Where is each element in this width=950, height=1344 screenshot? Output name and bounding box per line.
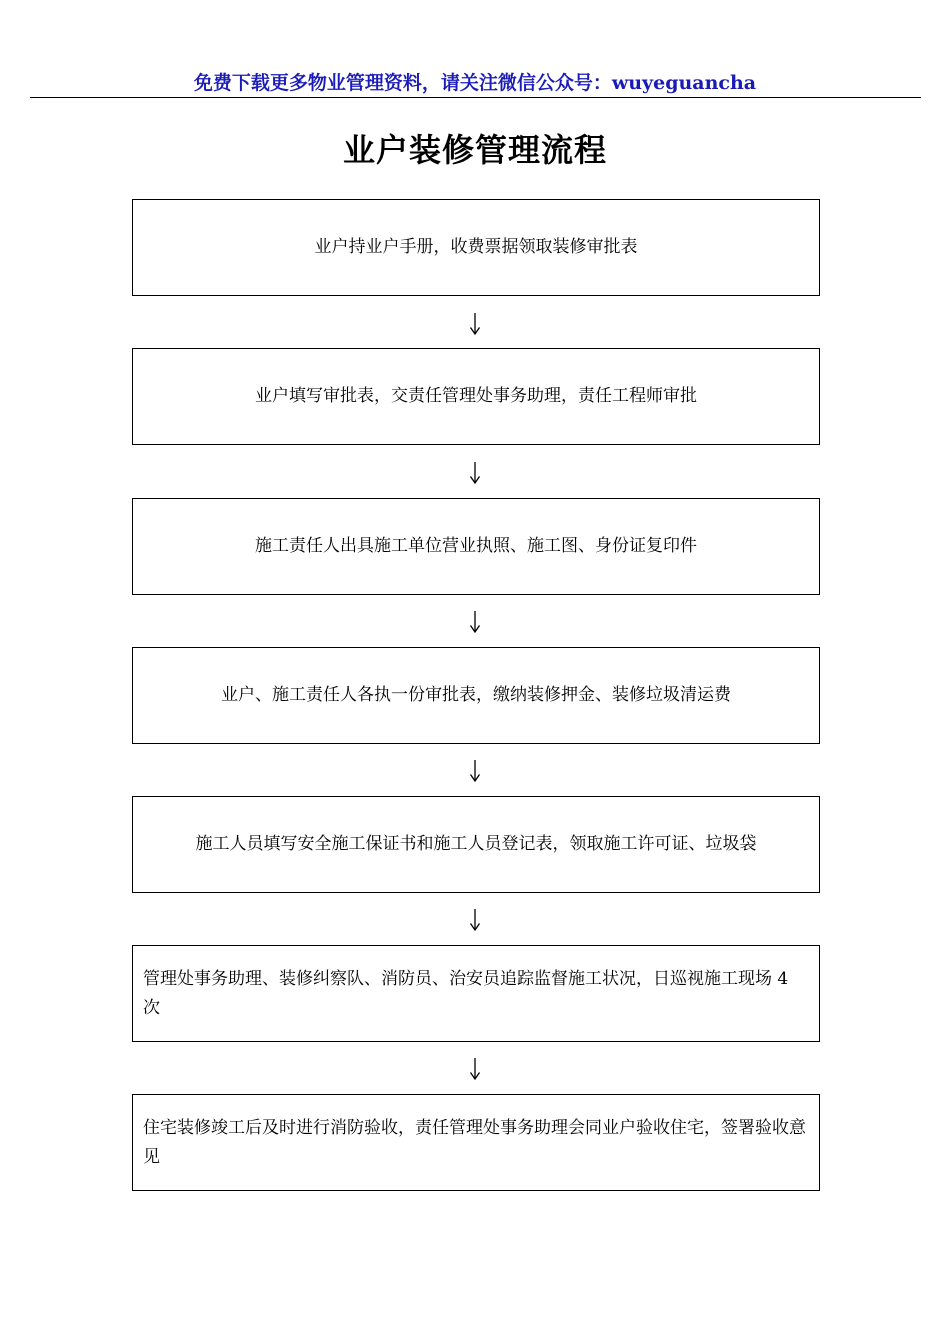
down-arrow-icon (466, 908, 484, 932)
header-notice: 免费下载更多物业管理资料，请关注微信公众号：wuyeguancha (193, 72, 757, 94)
flow-step-2 (132, 348, 820, 445)
flow-step-3 (132, 498, 820, 595)
flow-step-4 (132, 647, 820, 744)
flow-step-5 (132, 796, 820, 893)
header-divider (30, 97, 921, 98)
flow-step-4-text: 业户、施工责任人各执一份审批表，缴纳装修押金、装修垃圾清运费 (221, 685, 731, 705)
flow-step-1-text: 业户持业户手册，收费票据领取装修审批表 (314, 237, 638, 257)
flow-step-1 (132, 199, 820, 296)
flow-step-7 (132, 1094, 820, 1191)
flow-step-6-text: 管理处事务助理、装修纠察队、消防员、治安员追踪监督施工状况，日巡视施工现场 4 次 (143, 968, 789, 1018)
flow-step-7-text: 住宅装修竣工后及时进行消防验收，责任管理处事务助理会同业户验收住宅，签署验收意见 (143, 1117, 806, 1167)
flow-step-3-text: 施工责任人出具施工单位营业执照、施工图、身份证复印件 (255, 536, 697, 556)
flow-step-6 (132, 945, 820, 1042)
page-title: 业户装修管理流程 (342, 131, 607, 169)
down-arrow-icon (466, 610, 484, 634)
down-arrow-icon (466, 1057, 484, 1081)
down-arrow-icon (466, 759, 484, 783)
flow-step-2-text: 业户填写审批表，交责任管理处事务助理，责任工程师审批 (255, 386, 697, 406)
down-arrow-icon (466, 461, 484, 485)
flow-step-5-text: 施工人员填写安全施工保证书和施工人员登记表，领取施工许可证、垃圾袋 (195, 834, 757, 854)
down-arrow-icon (466, 312, 484, 336)
